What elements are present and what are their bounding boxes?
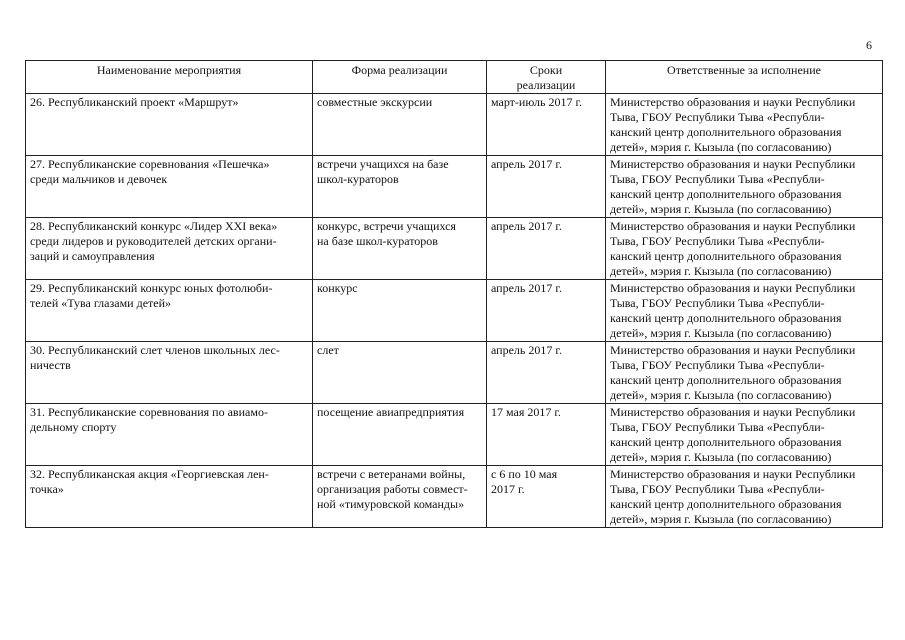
responsible-cell-line: канский центр дополнительного образования	[610, 497, 842, 511]
table-row	[26, 404, 883, 466]
form-cell-line: на базе школ-кураторов	[317, 234, 438, 248]
responsible-cell-line: детей», мэрия г. Кызыла (по согласованию)	[610, 512, 832, 526]
event-name-cell-line: 31. Республиканские соревнования по авиамо-	[30, 405, 268, 419]
form-cell	[313, 404, 487, 466]
table-row	[26, 342, 883, 404]
form-cell-line: встречи с ветеранами войны,	[317, 467, 466, 481]
event-name-cell-line: 32. Республиканская акция «Георгиевская лен-	[30, 467, 269, 481]
responsible-cell-line: канский центр дополнительного образования	[610, 125, 842, 139]
table-row	[26, 94, 883, 156]
form-cell-line: конкурс	[317, 281, 358, 295]
responsible-cell-line: Тыва, ГБОУ Республики Тыва «Республи-	[610, 358, 825, 372]
form-cell-line: слет	[317, 343, 339, 357]
event-name-cell-line: ничеств	[30, 358, 71, 372]
event-name-cell-line: среди лидеров и руководителей детских органи-	[30, 234, 277, 248]
form-cell-line: ной «тимуровской команды»	[317, 497, 465, 511]
responsible-cell-line: Министерство образования и науки Республики	[610, 219, 856, 233]
form-cell	[313, 94, 487, 156]
responsible-cell-line: детей», мэрия г. Кызыла (по согласованию)	[610, 326, 832, 340]
responsible-cell	[606, 280, 883, 342]
dates-cell	[487, 280, 606, 342]
event-name-cell-line: дельному спорту	[30, 420, 117, 434]
dates-cell	[487, 218, 606, 280]
dates-cell-line: апрель 2017 г.	[491, 219, 562, 233]
header-form: Форма реализации	[313, 61, 487, 94]
event-name-cell	[26, 94, 313, 156]
dates-cell-line: с 6 по 10 мая	[491, 467, 558, 481]
responsible-cell-line: Министерство образования и науки Республики	[610, 281, 856, 295]
header-event-name: Наименование мероприятия	[26, 61, 313, 94]
header-dates	[487, 61, 606, 94]
form-cell-line: организация работы совмест-	[317, 482, 468, 496]
page-number: 6	[866, 38, 872, 52]
event-name-cell	[26, 342, 313, 404]
form-cell	[313, 280, 487, 342]
form-cell	[313, 342, 487, 404]
responsible-cell-line: детей», мэрия г. Кызыла (по согласованию)	[610, 264, 832, 278]
responsible-cell-line: канский центр дополнительного образования	[610, 373, 842, 387]
responsible-cell	[606, 342, 883, 404]
table-row	[26, 156, 883, 218]
table-row	[26, 280, 883, 342]
event-name-cell-line: среди мальчиков и девочек	[30, 172, 168, 186]
form-cell	[313, 466, 487, 528]
form-cell-line: встречи учащихся на базе	[317, 157, 449, 171]
responsible-cell-line: детей», мэрия г. Кызыла (по согласованию)	[610, 388, 832, 402]
dates-cell-line: апрель 2017 г.	[491, 343, 562, 357]
responsible-cell-line: Тыва, ГБОУ Республики Тыва «Республи-	[610, 296, 825, 310]
responsible-cell-line: Тыва, ГБОУ Республики Тыва «Республи-	[610, 420, 825, 434]
responsible-cell-line: детей», мэрия г. Кызыла (по согласованию)	[610, 450, 832, 464]
dates-cell	[487, 466, 606, 528]
form-cell-line: конкурс, встречи учащихся	[317, 219, 456, 233]
responsible-cell-line: канский центр дополнительного образования	[610, 435, 842, 449]
event-name-cell	[26, 218, 313, 280]
responsible-cell-line: Тыва, ГБОУ Республики Тыва «Республи-	[610, 482, 825, 496]
dates-cell	[487, 94, 606, 156]
dates-cell-line: апрель 2017 г.	[491, 157, 562, 171]
responsible-cell-line: детей», мэрия г. Кызыла (по согласованию)	[610, 202, 832, 216]
form-cell	[313, 156, 487, 218]
responsible-cell	[606, 404, 883, 466]
table-row	[26, 218, 883, 280]
dates-cell	[487, 342, 606, 404]
event-name-cell	[26, 466, 313, 528]
header-dates-line: реализации	[516, 78, 576, 92]
responsible-cell-line: канский центр дополнительного образования	[610, 311, 842, 325]
event-name-cell-line: 29. Республиканский конкурс юных фотолюби-	[30, 281, 273, 295]
dates-cell-line: 17 мая 2017 г.	[491, 405, 561, 419]
table-row	[26, 466, 883, 528]
event-name-cell-line: 26. Республиканский проект «Маршрут»	[30, 95, 239, 109]
header-dates-line: Сроки	[529, 63, 563, 77]
responsible-cell-line: детей», мэрия г. Кызыла (по согласованию)	[610, 140, 832, 154]
event-name-cell-line: 30. Республиканский слет членов школьных лес-	[30, 343, 280, 357]
responsible-cell	[606, 218, 883, 280]
event-name-cell	[26, 404, 313, 466]
dates-cell-line: апрель 2017 г.	[491, 281, 562, 295]
responsible-cell-line: канский центр дополнительного образования	[610, 187, 842, 201]
responsible-cell-line: канский центр дополнительного образования	[610, 249, 842, 263]
form-cell	[313, 218, 487, 280]
responsible-cell-line: Министерство образования и науки Республики	[610, 95, 856, 109]
dates-cell	[487, 156, 606, 218]
form-cell-line: школ-кураторов	[317, 172, 399, 186]
dates-cell-line: 2017 г.	[491, 482, 525, 496]
header-responsible: Ответственные за исполнение	[606, 61, 883, 94]
responsible-cell	[606, 94, 883, 156]
event-name-cell	[26, 156, 313, 218]
dates-cell	[487, 404, 606, 466]
responsible-cell-line: Министерство образования и науки Республики	[610, 405, 856, 419]
events-table	[25, 60, 883, 528]
event-name-cell	[26, 280, 313, 342]
form-cell-line: совместные экскурсии	[317, 95, 433, 109]
responsible-cell	[606, 466, 883, 528]
responsible-cell	[606, 156, 883, 218]
dates-cell-line: март-июль 2017 г.	[491, 95, 583, 109]
event-name-cell-line: заций и самоуправления	[30, 249, 155, 263]
table-body	[26, 94, 883, 528]
responsible-cell-line: Министерство образования и науки Республики	[610, 343, 856, 357]
event-name-cell-line: 28. Республиканский конкурс «Лидер XXI века»	[30, 219, 278, 233]
event-name-cell-line: точка»	[30, 482, 64, 496]
event-name-cell-line: телей «Тува глазами детей»	[30, 296, 172, 310]
responsible-cell-line: Тыва, ГБОУ Республики Тыва «Республи-	[610, 234, 825, 248]
table-header-row	[26, 61, 883, 94]
responsible-cell-line: Министерство образования и науки Республики	[610, 157, 856, 171]
responsible-cell-line: Министерство образования и науки Республики	[610, 467, 856, 481]
responsible-cell-line: Тыва, ГБОУ Республики Тыва «Республи-	[610, 110, 825, 124]
event-name-cell-line: 27. Республиканские соревнования «Пешечка»	[30, 157, 270, 171]
form-cell-line: посещение авиапредприятия	[317, 405, 465, 419]
responsible-cell-line: Тыва, ГБОУ Республики Тыва «Республи-	[610, 172, 825, 186]
